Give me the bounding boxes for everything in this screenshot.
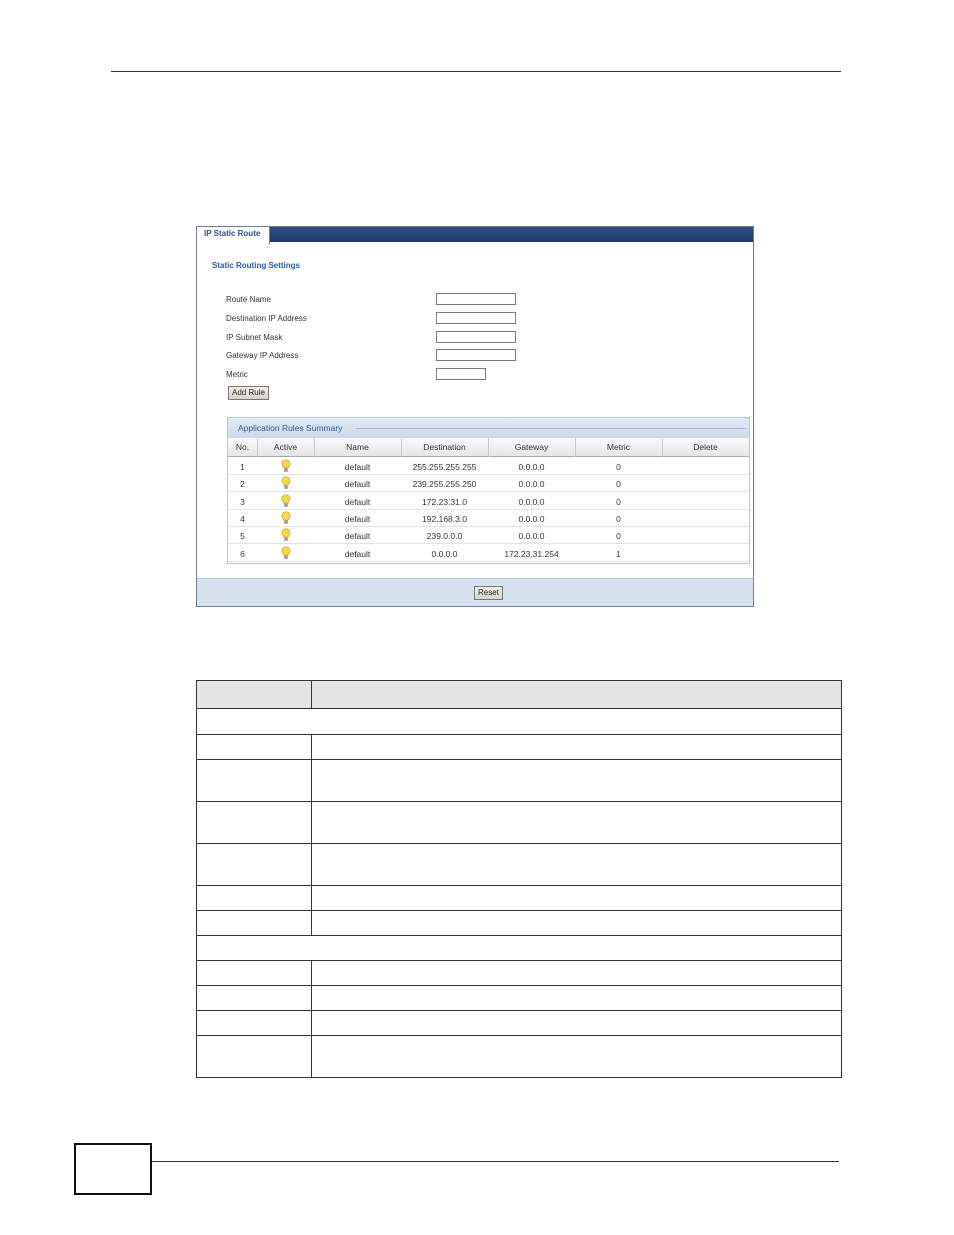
lightbulb-icon[interactable] xyxy=(281,528,291,542)
table-row xyxy=(197,886,841,911)
subnet-mask-label: IP Subnet Mask xyxy=(226,333,283,342)
lightbulb-icon[interactable] xyxy=(281,476,291,490)
cell-gateway: 0.0.0.0 xyxy=(518,496,545,507)
header-rule xyxy=(111,71,841,72)
table-row xyxy=(228,493,749,510)
subnet-mask-input[interactable] xyxy=(436,331,516,343)
table-row xyxy=(197,961,841,986)
table-row xyxy=(197,911,841,936)
table-section-row xyxy=(197,936,841,961)
cell-metric: 1 xyxy=(616,548,621,559)
column-divider xyxy=(311,911,312,935)
summary-title: Application Rules Summary xyxy=(238,423,343,433)
cell-metric: 0 xyxy=(616,462,621,472)
summary-column-headers xyxy=(228,438,749,457)
cell-destination: 239.255.255.250 xyxy=(412,479,477,490)
cell-metric: 0 xyxy=(616,531,621,542)
lightbulb-icon[interactable] xyxy=(281,494,291,508)
table-section-row xyxy=(197,710,841,735)
cell-gateway: 0.0.0.0 xyxy=(518,531,545,542)
column-divider xyxy=(311,886,312,910)
column-divider xyxy=(311,802,312,843)
col-name: Name xyxy=(346,442,369,452)
column-divider xyxy=(311,961,312,985)
table-row xyxy=(197,986,841,1011)
summary-title-rule xyxy=(356,428,746,429)
table-row xyxy=(197,844,841,886)
table-header-row xyxy=(197,681,841,709)
cell-name: default xyxy=(344,513,371,524)
footer-bar xyxy=(197,578,753,606)
lightbulb-icon[interactable] xyxy=(281,459,291,473)
summary-header xyxy=(228,418,749,438)
route-name-input[interactable] xyxy=(436,293,516,305)
lightbulb-icon[interactable] xyxy=(281,546,291,560)
gateway-ip-input[interactable] xyxy=(436,349,516,361)
table-row xyxy=(228,475,749,492)
table-row xyxy=(228,458,749,475)
cell-no: 2 xyxy=(240,479,245,490)
column-divider xyxy=(311,760,312,801)
destination-ip-label: Destination IP Address xyxy=(226,314,307,323)
tab-ip-static-route[interactable]: IP Static Route xyxy=(197,227,270,244)
cell-metric: 0 xyxy=(616,513,621,524)
table-row xyxy=(197,1036,841,1077)
footer-rule xyxy=(152,1161,839,1162)
col-destination: Destination xyxy=(423,442,466,452)
col-gateway: Gateway xyxy=(514,442,549,452)
section-title: Static Routing Settings xyxy=(212,261,300,270)
column-divider xyxy=(311,1011,312,1035)
tab-bar xyxy=(197,227,753,242)
cell-no: 5 xyxy=(240,531,245,542)
cell-no: 1 xyxy=(240,462,245,472)
column-divider xyxy=(311,844,312,885)
table-row xyxy=(197,760,841,802)
table-row xyxy=(197,735,841,760)
cell-name: default xyxy=(344,496,371,507)
cell-no: 6 xyxy=(240,548,245,559)
col-delete: Delete xyxy=(693,442,718,452)
table-row xyxy=(197,1011,841,1036)
cell-destination: 192.168.3.0 xyxy=(422,513,467,524)
cell-metric: 0 xyxy=(616,496,621,507)
lightbulb-icon[interactable] xyxy=(281,511,291,525)
description-table xyxy=(196,680,842,1078)
column-divider xyxy=(311,681,312,708)
col-no: No. xyxy=(235,442,250,452)
cell-destination: 239.0.0.0 xyxy=(426,531,463,542)
table-row xyxy=(228,510,749,527)
cell-gateway: 0.0.0.0 xyxy=(518,462,545,472)
cell-no: 4 xyxy=(240,513,245,524)
column-divider xyxy=(311,1036,312,1077)
cell-name: default xyxy=(344,462,371,472)
cell-no: 3 xyxy=(240,496,245,507)
destination-ip-input[interactable] xyxy=(436,312,516,324)
cell-name: default xyxy=(344,479,371,490)
route-name-label: Route Name xyxy=(226,295,271,304)
metric-label: Metric xyxy=(226,370,248,379)
metric-input[interactable] xyxy=(436,368,486,380)
cell-metric: 0 xyxy=(616,479,621,490)
column-divider xyxy=(311,986,312,1010)
cell-gateway: 0.0.0.0 xyxy=(518,513,545,524)
table-row xyxy=(228,545,749,562)
gateway-ip-label: Gateway IP Address xyxy=(226,351,299,360)
col-active: Active xyxy=(273,442,298,452)
cell-name: default xyxy=(344,531,371,542)
table-row xyxy=(197,802,841,844)
cell-gateway: 172.23.31.254 xyxy=(504,548,559,559)
cell-destination: 172.23.31.0 xyxy=(422,496,467,507)
cell-destination: 255.255.255.255 xyxy=(412,462,477,472)
page-number-box xyxy=(74,1143,152,1195)
ip-static-route-panel xyxy=(196,226,754,607)
cell-name: default xyxy=(344,548,371,559)
reset-button[interactable]: Reset xyxy=(474,586,503,600)
table-row xyxy=(228,527,749,544)
cell-destination: 0.0.0.0 xyxy=(431,548,458,559)
column-divider xyxy=(311,735,312,759)
add-rule-button[interactable]: Add Rule xyxy=(228,386,269,400)
rules-summary xyxy=(227,417,750,564)
cell-gateway: 0.0.0.0 xyxy=(518,479,545,490)
col-metric: Metric xyxy=(606,442,631,452)
